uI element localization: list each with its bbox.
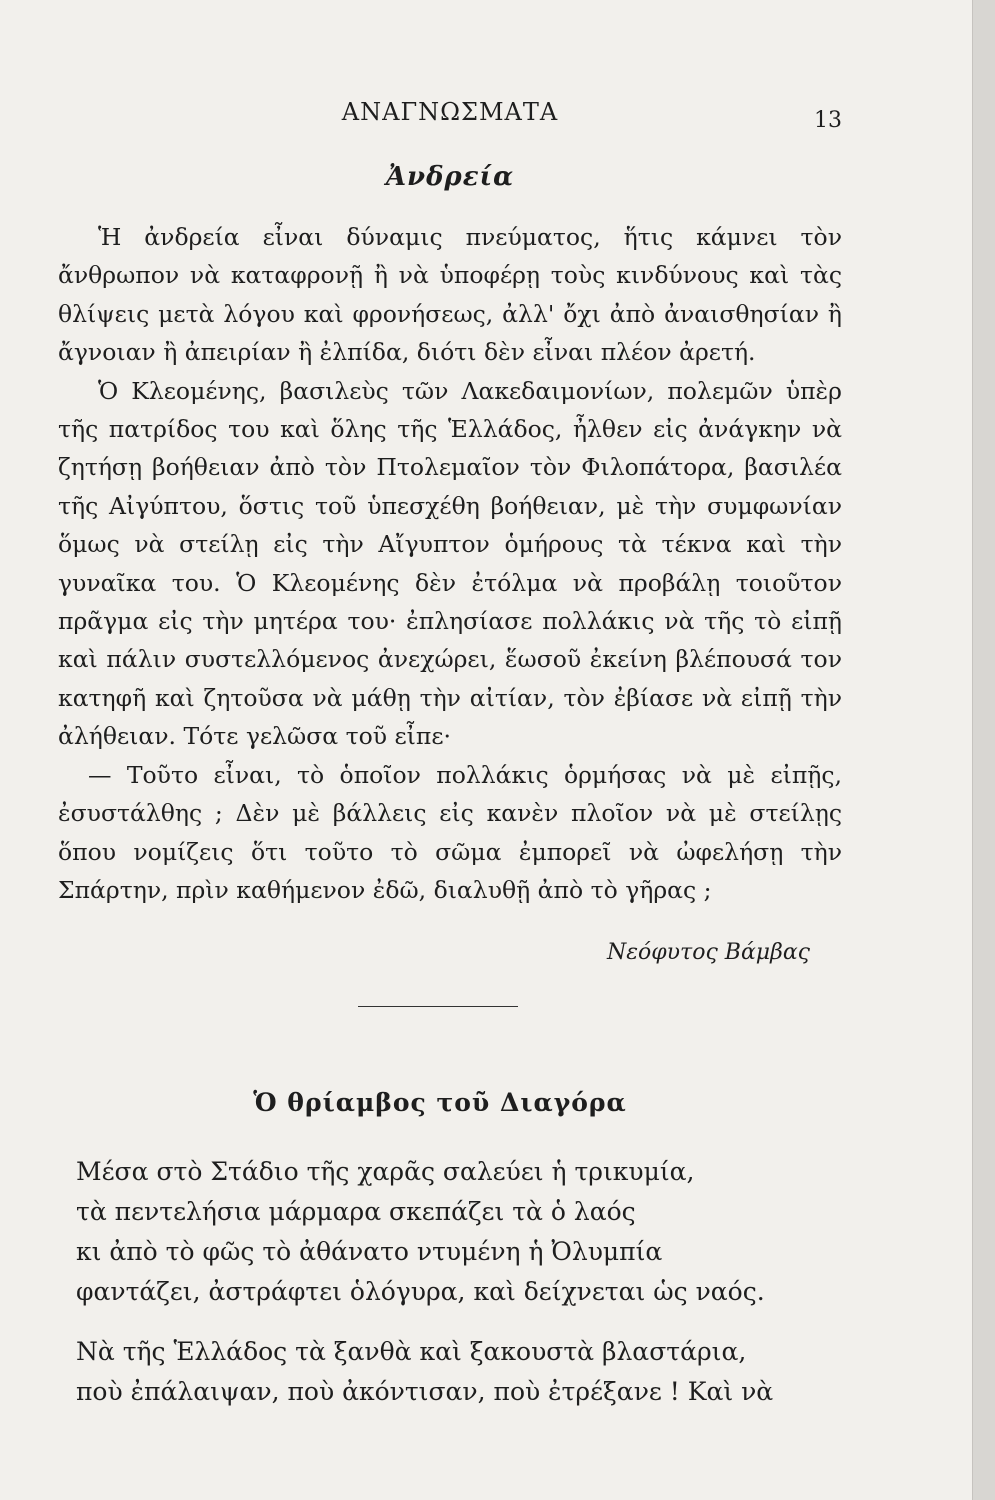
- paragraph-1: Ἡ ἀνδρεία εἶναι δύναμις πνεύματος, ἥτις κάμνει τὸν ἄνθρωπον νὰ καταφρονῇ ἢ νὰ ὑποφέρῃ τοὺς κινδύνους καὶ τὰς θλίψεις μετὰ λόγου καὶ φρονήσεως, ἀλλ' ὄχι ἀπὸ ἀναισθησίαν ἢ ἄγνοιαν ἢ ἀπειρίαν ἢ ἐλπίδα, διότι δὲν εἶναι πλέον ἀρετή.: [58, 223, 842, 367]
- poem-line: κι ἀπὸ τὸ φῶς τὸ ἀθάνατο ντυμένη ἡ Ὀλυμπία: [76, 1237, 663, 1266]
- poem: [76, 1152, 856, 1432]
- section-divider: [358, 1006, 518, 1007]
- author-signature: Νεόφυτος Βάμβας: [606, 940, 810, 965]
- poem-line: Νὰ τῆς Ἑλλάδος τὰ ξανθὰ καὶ ξακουστὰ βλαστάρια,: [76, 1337, 747, 1366]
- stanza-2: [76, 1332, 856, 1412]
- paragraph-3: — Τοῦτο εἶναι, τὸ ὁποῖον πολλάκις ὁρμήσας νὰ μὲ εἰπῇς, ἐσυστάλθης ; Δὲν μὲ βάλλεις εἰς κανὲν πλοῖον νὰ μὲ στείλῃς ὅπου νομίζεις ὅτι τοῦτο τὸ σῶμα ἐμπορεῖ νὰ ὠφελήσῃ τὴν Σπάρτην, πρὶν καθήμενον ἐδῶ, διαλυθῇ ἀπὸ τὸ γῆρας ;: [58, 760, 842, 904]
- prose-text: [58, 218, 842, 909]
- running-title: ΑΝΑΓΝΩΣΜΑΤΑ: [341, 98, 559, 126]
- section-title-diagoras: Ὁ θρίαμβος τοῦ Διαγόρα: [253, 1088, 627, 1117]
- stanza-1: [76, 1152, 856, 1312]
- poem-line: τὰ πεντελήσια μάρμαρα σκεπάζει τὰ ὁ λαός: [76, 1197, 636, 1226]
- paragraph-2: Ὁ Κλεομένης, βασιλεὺς τῶν Λακεδαιμονίων, πολεμῶν ὑπὲρ τῆς πατρίδος του καὶ ὅλης τῆς Ἑλλάδος, ἦλθεν εἰς ἀνάγκην νὰ ζητήσῃ βοήθειαν ἀπὸ τὸν Πτολεμαῖον τὸν Φιλοπάτορα, βασιλέα τῆς Αἰγύπτου, ὅστις τοῦ ὑπεσχέθη βοήθειαν, μὲ τὴν συμφωνίαν ὅμως νὰ στείλῃ εἰς τὴν Αἴγυπτον ὁμήρους τὰ τέκνα καὶ τὴν γυναῖκα του. Ὁ Κλεομένης δὲν ἐτόλμα νὰ προβάλῃ τοιοῦτον πρᾶγμα εἰς τὴν μητέρα του· ἐπλησίασε πολλάκις νὰ τῆς τὸ εἰπῇ καὶ πάλιν συστελλόμενος ἀνεχώρει, ἕωσοῦ ἐκείνη βλέπουσά τον κατηφῆ καὶ ζητοῦσα νὰ μάθῃ τὴν αἰτίαν, τὸν ἐβίασε νὰ εἰπῇ τὴν ἀλήθειαν. Τότε γελῶσα τοῦ εἶπε·: [58, 376, 842, 751]
- poem-line: Μέσα στὸ Στάδιο τῆς χαρᾶς σαλεύει ἡ τρικυμία,: [76, 1157, 695, 1186]
- poem-line: ποὺ ἐπάλαιψαν, ποὺ ἀκόντισαν, ποὺ ἐτρέξανε ! Καὶ νὰ: [76, 1377, 774, 1406]
- poem-line: φαντάζει, ἀστράφτει ὁλόγυρα, καὶ δείχνεται ὡς ναός.: [76, 1277, 765, 1306]
- page-edge-shadow: [972, 0, 995, 1500]
- section-title-andreia: Ἀνδρεία: [385, 162, 515, 192]
- page-number: 13: [814, 108, 842, 133]
